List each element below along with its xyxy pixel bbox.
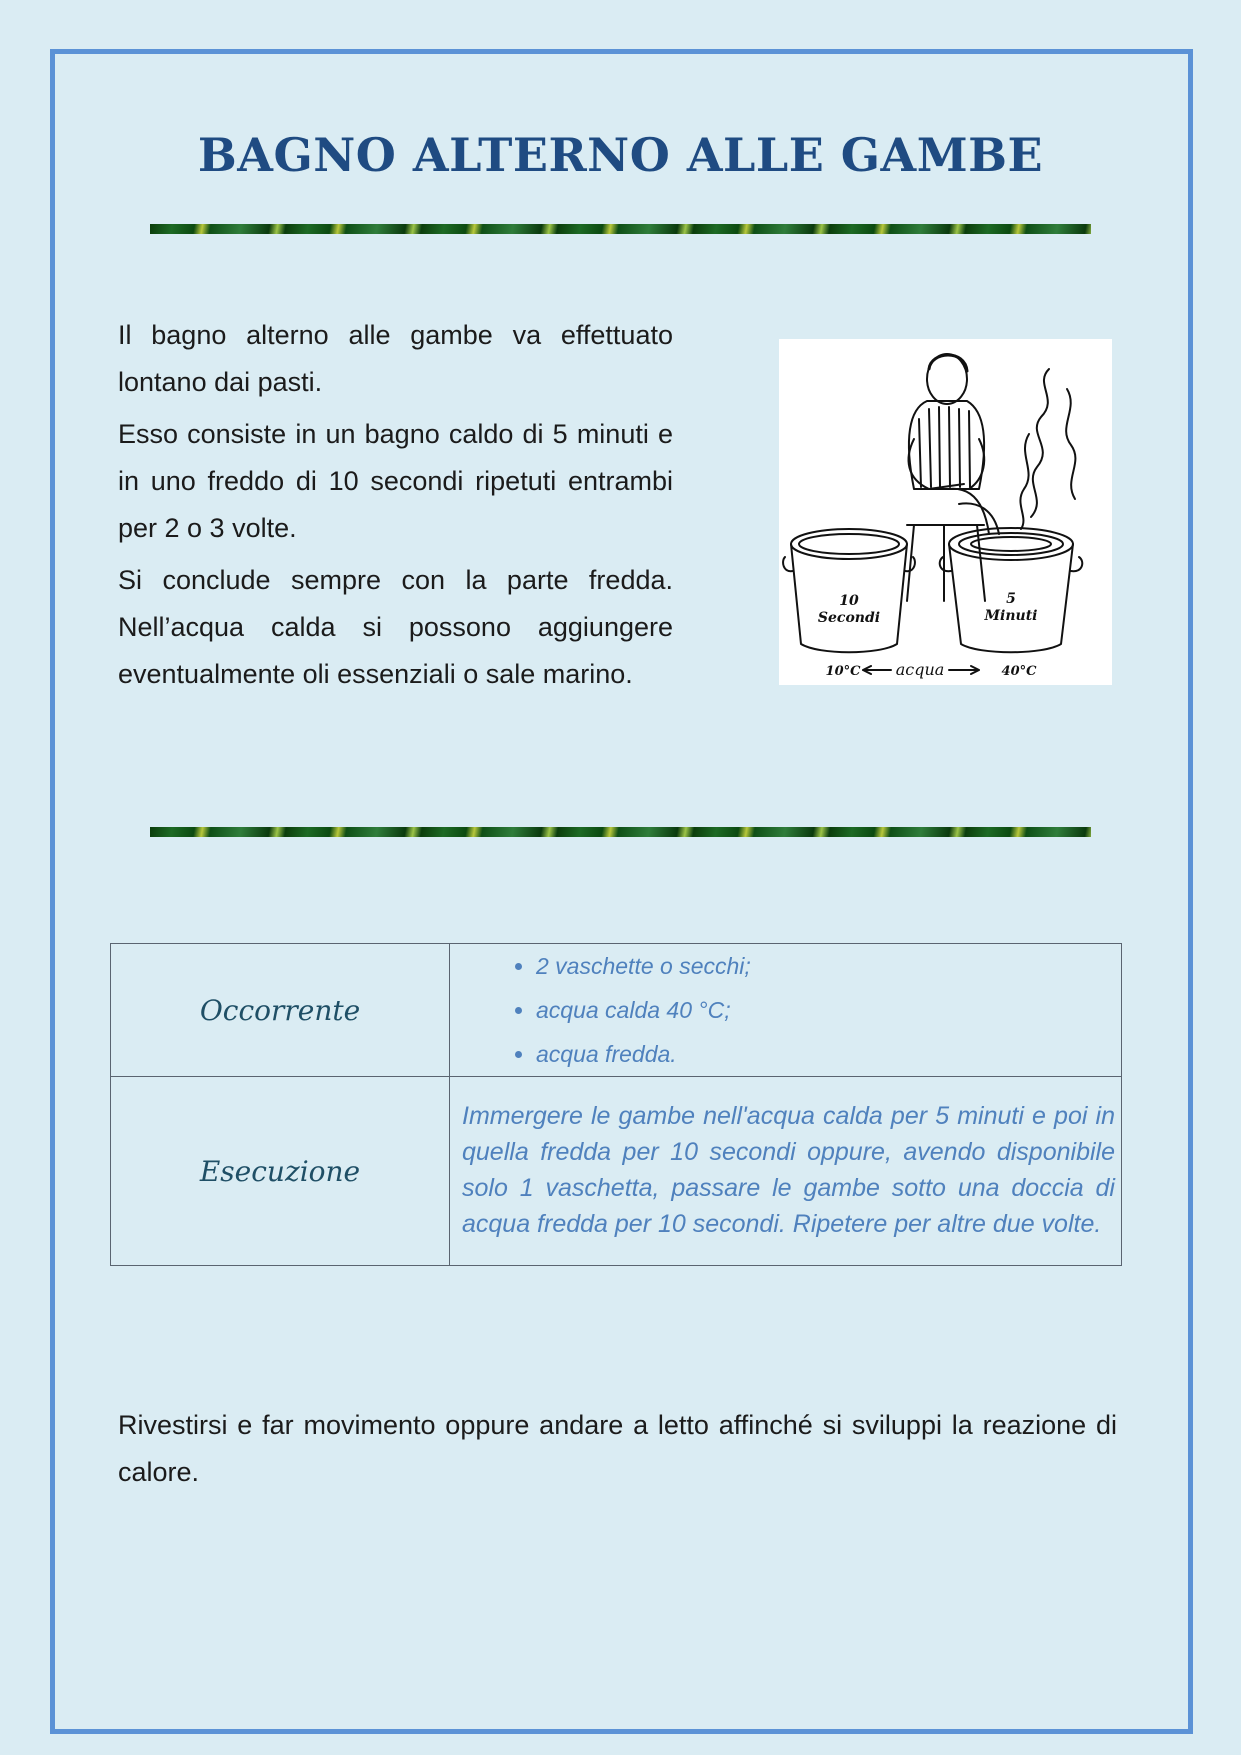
table-row: [111, 1077, 1122, 1266]
esecuzione-label: Esecuzione: [111, 1077, 450, 1266]
table-row: [111, 944, 1122, 1077]
intro-paragraph-1: Il bagno alterno alle gambe va effettuato lontano dai pasti.: [118, 320, 673, 397]
occorrente-label: Occorrente: [111, 944, 450, 1077]
intro-paragraph-3: Si conclude sempre con la parte fredda. Nell’acqua calda si possono aggiungere eventualmente oli essenziali o sale marino.: [118, 565, 673, 689]
intro-paragraph-2: Esso consiste in un bagno caldo di 5 minuti e in uno freddo di 10 secondi ripetuti entrambi per 2 o 3 volte.: [118, 419, 673, 543]
page-title: BAGNO ALTERNO ALLE GAMBE: [197, 128, 1044, 182]
right-bucket-label-2: Minuti: [984, 608, 1038, 624]
water-label: acqua: [895, 660, 945, 679]
right-temperature-label: 40°C: [1001, 664, 1037, 679]
list-item: • 2 vaschette o secchi;: [536, 944, 1121, 988]
list-item: • acqua fredda.: [536, 1032, 1121, 1076]
decorative-divider-bottom: [150, 827, 1091, 837]
esecuzione-text: Immergere le gambe nell'acqua calda per 5 minuti e poi in quella fredda per 10 secondi oppure, avendo disponibile solo 1 vaschetta, passare le gambe sotto una doccia di acqua fredda per 10 secondi. Ripetere per altre due volte.: [450, 1077, 1122, 1266]
closing-paragraph: Rivestirsi e far movimento oppure andare a letto affinché si sviluppi la reazione di calore.: [118, 1410, 1117, 1487]
left-bucket-label-1: 10: [839, 593, 859, 609]
intro-text: [118, 312, 673, 703]
left-bucket-label-2: Secondi: [817, 610, 881, 626]
list-item: • acqua calda 40 °C;: [536, 988, 1121, 1032]
occorrente-cell: [450, 944, 1122, 1077]
leg-bath-illustration: [779, 339, 1112, 685]
right-bucket-label-1: 5: [1006, 591, 1016, 607]
decorative-divider-top: [150, 224, 1091, 234]
occorrente-list: [450, 944, 1121, 1076]
left-temperature-label: 10°C: [825, 664, 861, 679]
instructions-table: [110, 943, 1122, 1266]
